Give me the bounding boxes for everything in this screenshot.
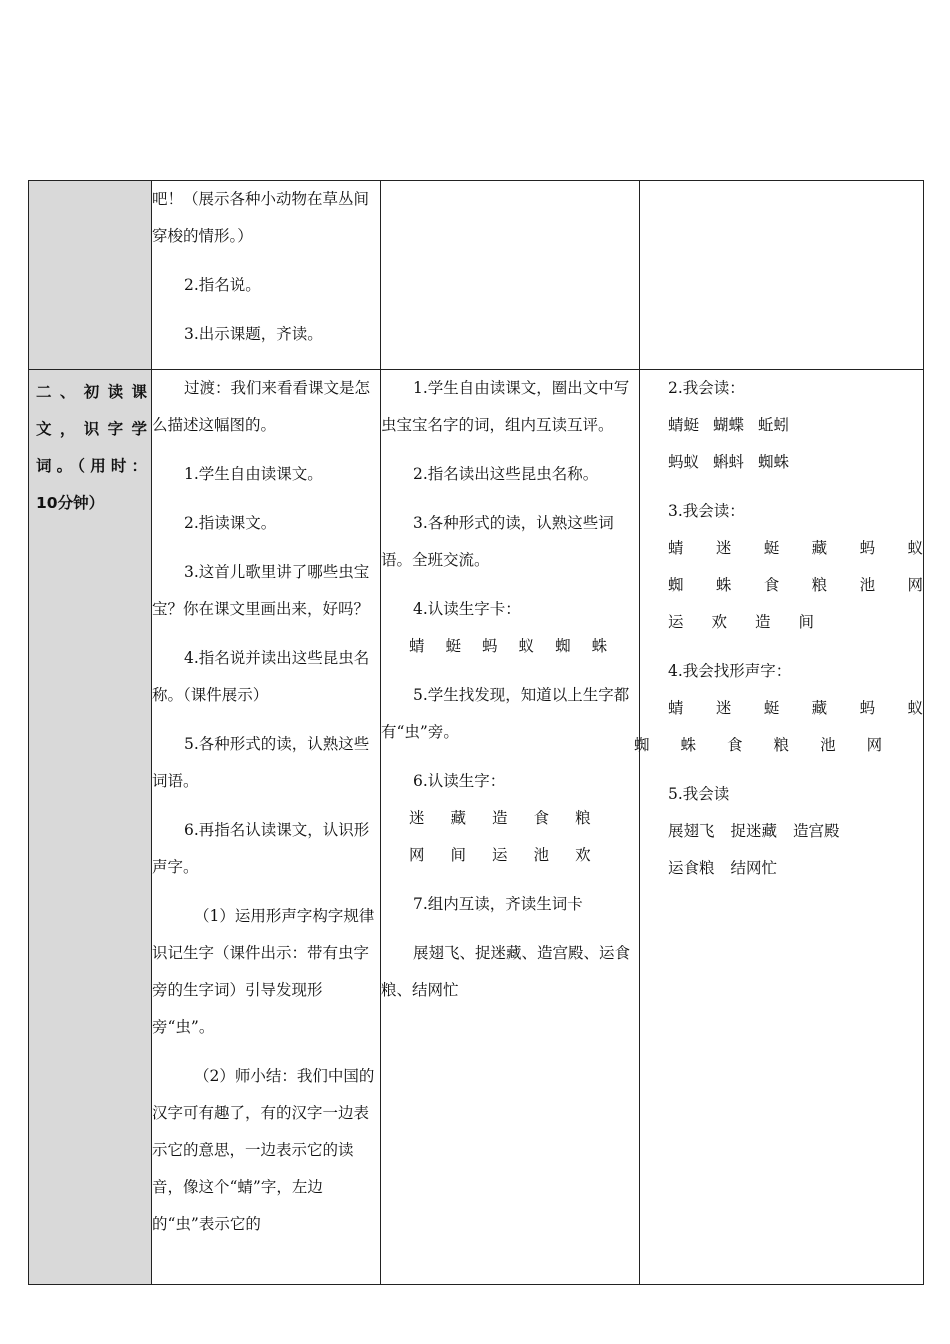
student-step: 4.认读生字卡： [413, 600, 521, 618]
board-design-cell [634, 370, 924, 1285]
board-design-cell [640, 181, 924, 370]
board-char-row [640, 530, 923, 567]
board-char: 网 [866, 736, 883, 754]
board-heading: 5.我会读 [668, 785, 730, 803]
board-char: 食 [727, 736, 743, 754]
stage-title [29, 370, 151, 522]
table-row [29, 181, 924, 370]
board-char: 蜘 [634, 736, 650, 754]
board-char-row [634, 727, 923, 764]
char: 粮 [575, 809, 591, 827]
teacher-text: 吧！（展示各种小动物在草丛间穿梭的情形。） [152, 190, 370, 245]
char-card: 蚁 [518, 637, 535, 655]
board-char: 蜓 [763, 539, 780, 557]
board-word: 造宫殿 [793, 822, 840, 840]
board-char-row [640, 604, 923, 641]
stage-cell [29, 370, 152, 1285]
stage-title-line: 词。（用时： [36, 457, 147, 475]
board-char: 欢 [711, 613, 728, 631]
board-char: 蛛 [715, 576, 732, 594]
board-word: 蝴蝶 [713, 416, 745, 434]
student-step: 2.指名读出这些昆虫名称。 [413, 465, 599, 483]
board-heading: 4.我会找形声字： [668, 662, 792, 680]
board-char: 池 [859, 576, 876, 594]
board-char: 蚂 [859, 539, 876, 557]
board-char: 藏 [811, 699, 828, 717]
char-card-row [381, 628, 639, 665]
board-char: 蚁 [907, 699, 923, 717]
teacher-substep: （1）运用形声字构字规律识记生字（课件出示：带有虫字旁的生字词）引导发现形旁“虫”。 [152, 907, 375, 1036]
char-card: 蜓 [445, 637, 462, 655]
board-char-row [640, 567, 923, 604]
teacher-activity-cell [152, 370, 381, 1285]
teacher-step: 4.指名说并读出这些昆虫名称。（课件展示） [152, 649, 370, 704]
teacher-step: 3.这首儿歌里讲了哪些虫宝宝？你在课文里画出来，好吗？ [152, 563, 370, 618]
table-row [29, 370, 924, 1285]
student-step: 5.学生找发现，知道以上生字都有“虫”旁。 [381, 686, 630, 741]
board-word-row [640, 407, 923, 444]
board-char: 造 [755, 613, 771, 631]
teacher-step: 1.学生自由读课文。 [184, 465, 323, 483]
board-char-row [640, 690, 923, 727]
board-char: 运 [668, 613, 684, 631]
student-step: 7.组内互读，齐读生词卡 [413, 895, 583, 913]
board-char: 粮 [811, 576, 828, 594]
board-char: 藏 [811, 539, 828, 557]
char-row [381, 800, 639, 837]
student-step: 3.各种形式的读，认熟这些词语。全班交流。 [381, 514, 614, 569]
board-char: 蚂 [859, 699, 876, 717]
teacher-substep: （2）师小结：我们中国的汉字可有趣了，有的汉字一边表示它的意思，一边表示它的读音，像这个“蜻”字，左边的“虫”表示它的 [152, 1067, 375, 1233]
board-heading: 3.我会读： [668, 502, 745, 520]
board-word-row [640, 850, 923, 887]
board-char: 食 [763, 576, 780, 594]
board-word: 蚂蚁 [668, 453, 700, 471]
board-char: 迷 [715, 699, 732, 717]
stage-title-line: 二、初读课 [36, 383, 147, 401]
teacher-step: 3.出示课题，齐读。 [184, 325, 323, 343]
stage-title-line: 文，识字学 [36, 420, 147, 438]
char-row [381, 837, 639, 874]
stage-cell [29, 181, 152, 370]
teacher-step: 2.指名说。 [184, 276, 261, 294]
teacher-step: 5.各种形式的读，认熟这些词语。 [152, 735, 370, 790]
lesson-plan-table [28, 180, 924, 1285]
board-word: 运食粮 [668, 859, 715, 877]
board-word: 蝌蚪 [713, 453, 745, 471]
student-step: 6.认读生字： [413, 772, 506, 790]
stage-title-line: 10分钟） [36, 494, 105, 512]
teacher-activity-cell [152, 181, 381, 370]
char: 欢 [575, 846, 591, 864]
char: 迷 [409, 809, 425, 827]
board-word: 蜻蜓 [668, 416, 700, 434]
student-words: 展翅飞、捉迷藏、造宫殿、运食粮、结网忙 [381, 944, 631, 999]
board-char: 蜘 [668, 576, 684, 594]
student-step: 1.学生自由读课文，圈出文中写虫宝宝名字的词，组内互读互评。 [381, 379, 630, 434]
board-word-row [640, 444, 923, 481]
board-heading: 2.我会读： [668, 379, 745, 397]
board-word: 展翅飞 [668, 822, 715, 840]
char-card: 蜻 [409, 637, 425, 655]
student-activity-cell [381, 370, 640, 1285]
board-char: 池 [820, 736, 836, 754]
char: 网 [409, 846, 425, 864]
board-word: 捉迷藏 [730, 822, 778, 840]
char: 池 [533, 846, 550, 864]
char: 食 [533, 809, 550, 827]
char-card: 蛛 [591, 637, 608, 655]
char: 藏 [450, 809, 467, 827]
char: 运 [492, 846, 508, 864]
board-word-row [640, 813, 923, 850]
board-char: 蛛 [680, 736, 697, 754]
board-word: 结网忙 [730, 859, 778, 877]
teacher-step: 2.指读课文。 [184, 514, 277, 532]
char-card: 蜘 [555, 637, 571, 655]
char-card: 蚂 [482, 637, 498, 655]
board-char: 间 [798, 613, 815, 631]
student-activity-cell [381, 181, 640, 370]
teacher-intro: 过渡：我们来看看课文是怎么描述这幅图的。 [152, 379, 371, 434]
char: 间 [450, 846, 467, 864]
teacher-step: 6.再指名认读课文，认识形声字。 [152, 821, 370, 876]
board-char: 蜻 [668, 539, 684, 557]
board-char: 蚁 [907, 539, 923, 557]
board-word: 蚯蚓 [758, 416, 790, 434]
board-char: 粮 [773, 736, 790, 754]
char: 造 [492, 809, 508, 827]
board-word: 蜘蛛 [758, 453, 790, 471]
board-char: 蜻 [668, 699, 684, 717]
board-char: 迷 [715, 539, 732, 557]
board-char: 网 [907, 576, 923, 594]
board-char: 蜓 [763, 699, 780, 717]
